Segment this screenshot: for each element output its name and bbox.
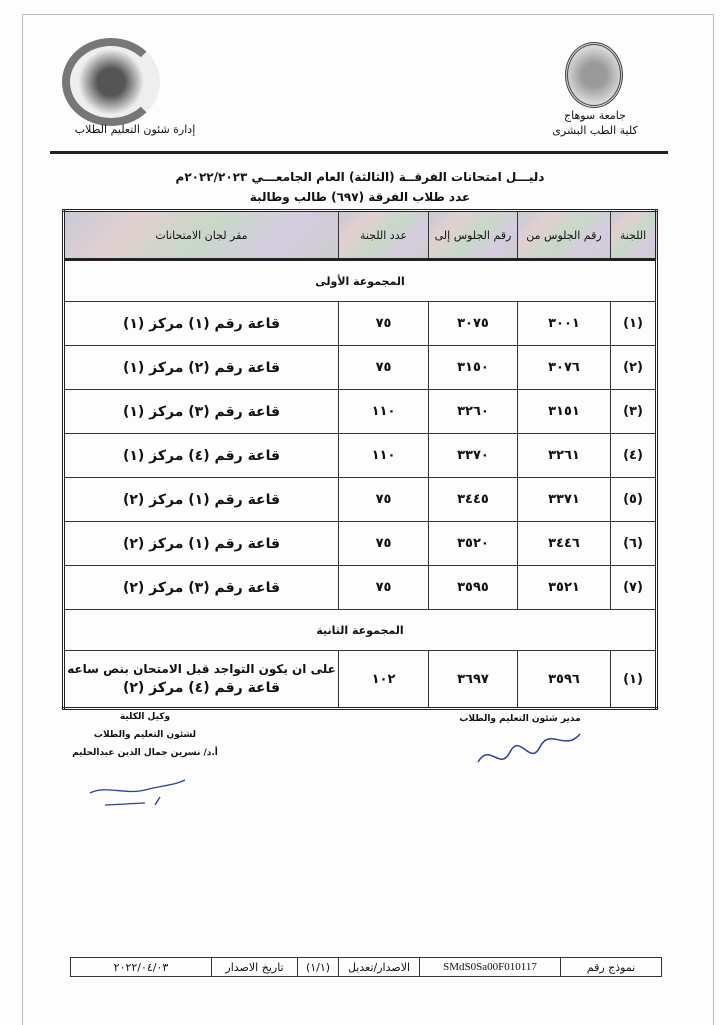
seat-to-cell: ٣٦٩٧ <box>429 651 518 709</box>
seat-to-cell: ٣١٥٠ <box>429 346 518 390</box>
col-count: عدد اللجنة <box>339 211 429 260</box>
location-cell: قاعة رقم (٢) مركز (١) <box>64 346 339 390</box>
seat-from-cell: ٣٣٧١ <box>518 478 611 522</box>
version-label: الاصدار/تعديل <box>338 958 419 976</box>
col-location: مقر لجان الامتحانات <box>64 211 339 260</box>
location-cell: قاعة رقم (٣) مركز (٢) <box>64 566 339 610</box>
committee-cell: (٤) <box>611 434 657 478</box>
table-row <box>64 302 657 346</box>
manager-title: مدير شئون التعليم والطلاب <box>459 714 581 724</box>
vice-dean-subtitle: لشئون التعليم والطلاب <box>93 730 197 740</box>
issue-date: ٢٠٢٢/٠٤/٠٣ <box>113 960 169 974</box>
table-header-row <box>64 211 657 260</box>
form-label: نموذج رقم <box>560 958 661 976</box>
committee-cell: (٣) <box>611 390 657 434</box>
table-row <box>64 390 657 434</box>
seat-from-cell: ٣٠٧٦ <box>518 346 611 390</box>
count-cell: ١١٠ <box>339 434 429 478</box>
seat-from-cell: ٣٤٤٦ <box>518 522 611 566</box>
seat-to-cell: ٣٠٧٥ <box>429 302 518 346</box>
count-cell: ١٠٢ <box>339 651 429 709</box>
committee-cell: (١) <box>611 302 657 346</box>
faculty-logo <box>62 38 160 126</box>
table-row <box>64 346 657 390</box>
group-1-label: المجموعة الأولى <box>64 260 657 302</box>
seat-from-cell: ٣١٥١ <box>518 390 611 434</box>
seat-from-cell: ٣٢٦١ <box>518 434 611 478</box>
seat-to-cell: ٣٥٢٠ <box>429 522 518 566</box>
table-row <box>64 651 657 709</box>
table-row <box>64 434 657 478</box>
location-cell: قاعة رقم (١) مركز (١) <box>64 302 339 346</box>
seat-to-cell: ٣٣٧٠ <box>429 434 518 478</box>
count-cell: ٧٥ <box>339 346 429 390</box>
seat-to-cell: ٣٥٩٥ <box>429 566 518 610</box>
university-name: جامعة سوهاج <box>564 109 626 122</box>
seat-from-cell: ٣٥٢١ <box>518 566 611 610</box>
vice-dean-name: أ.د/ نسرين جمال الدين عبدالحليم <box>72 748 218 758</box>
location-cell: قاعة رقم (٣) مركز (١) <box>64 390 339 434</box>
location-cell: قاعة رقم (١) مركز (٢) <box>64 522 339 566</box>
committee-cell: (٧) <box>611 566 657 610</box>
col-seat-to: رقم الجلوس إلى <box>429 211 518 260</box>
count-cell: ١١٠ <box>339 390 429 434</box>
department-name: إدارة شئون التعليم الطلاب <box>74 123 196 136</box>
seat-to-cell: ٣٤٤٥ <box>429 478 518 522</box>
university-seal-logo <box>565 42 623 108</box>
location-cell: قاعة رقم (٤) مركز (١) <box>64 434 339 478</box>
document-title: دليـــل امتحانات الفرقــة (الثالثة) العام الجامعـــي ٢٠٢٢/٢٠٢٣م <box>175 170 545 184</box>
count-cell: ٧٥ <box>339 522 429 566</box>
col-committee: اللجنة <box>611 211 657 260</box>
header-divider <box>50 151 668 154</box>
seat-from-cell: ٣٥٩٦ <box>518 651 611 709</box>
table-row <box>64 522 657 566</box>
location-cell: قاعة رقم (١) مركز (٢) <box>64 478 339 522</box>
group-row <box>64 260 657 302</box>
document-subtitle: عدد طلاب الفرقة (٦٩٧) طالب وطالبة <box>249 190 471 204</box>
table-row <box>64 566 657 610</box>
committee-cell: (١) <box>611 651 657 709</box>
exam-committees-table <box>62 209 658 710</box>
group-2-label: المجموعة الثانية <box>64 610 657 651</box>
form-code: SMdS0Sa00F010117 <box>419 958 560 976</box>
group-row <box>64 610 657 651</box>
attendance-note: على ان يكون التواجد قبل الامتحان بنص ساعه <box>67 662 336 676</box>
issue-date-label: تاريخ الاصدار <box>211 958 297 976</box>
count-cell: ٧٥ <box>339 566 429 610</box>
table-row <box>64 478 657 522</box>
form-info-box <box>70 957 662 977</box>
faculty-name: كلية الطب البشرى <box>552 124 638 137</box>
vice-dean-title: وكيل الكلية <box>119 712 171 722</box>
version-value: (١/١) <box>297 958 338 976</box>
location-cell <box>64 651 339 709</box>
col-seat-from: رقم الجلوس من <box>518 211 611 260</box>
seat-to-cell: ٣٢٦٠ <box>429 390 518 434</box>
location-text: قاعة رقم (٤) مركز (٢) <box>122 680 281 696</box>
count-cell: ٧٥ <box>339 478 429 522</box>
vice-dean-signature <box>85 775 195 815</box>
count-cell: ٧٥ <box>339 302 429 346</box>
committee-cell: (٢) <box>611 346 657 390</box>
committee-cell: (٥) <box>611 478 657 522</box>
committee-cell: (٦) <box>611 522 657 566</box>
seat-from-cell: ٣٠٠١ <box>518 302 611 346</box>
manager-signature <box>470 722 590 767</box>
